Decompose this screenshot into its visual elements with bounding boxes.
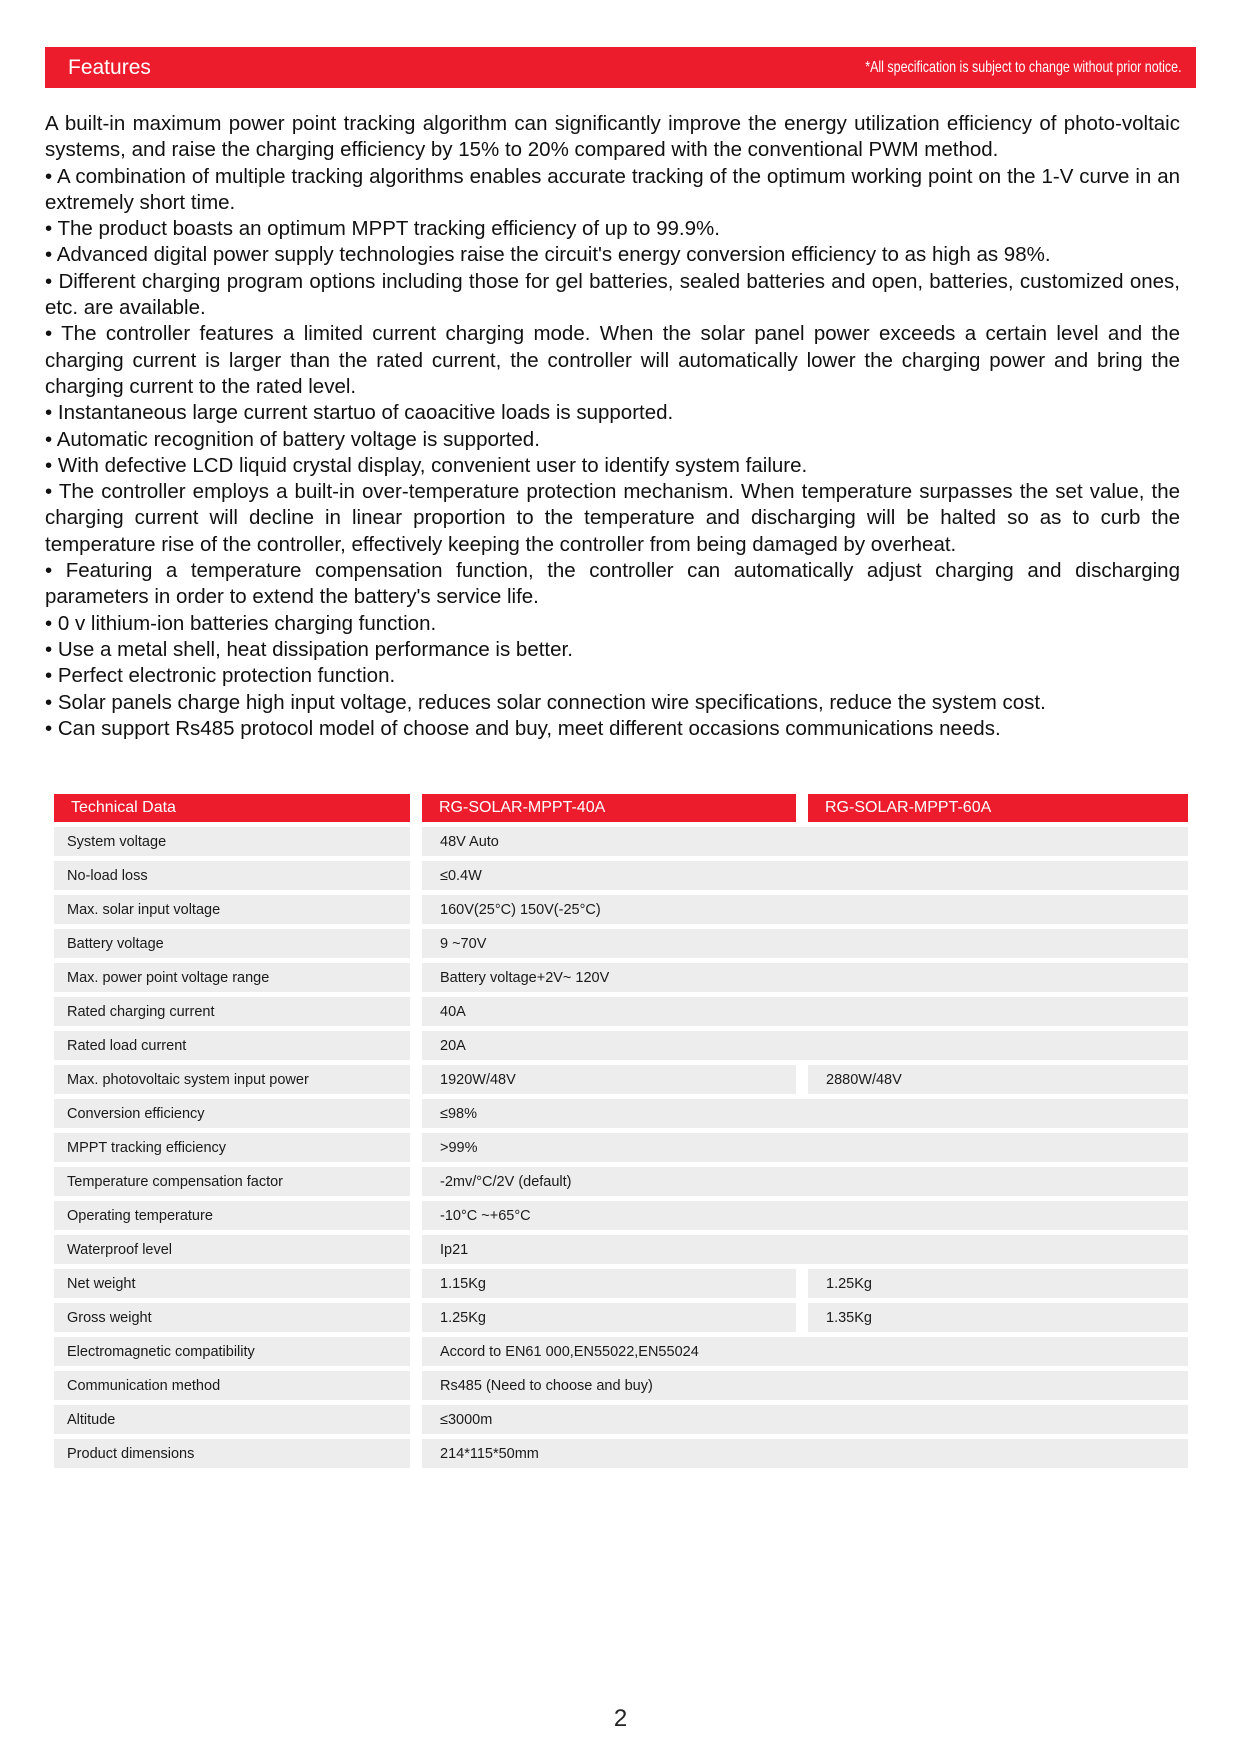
table-row [54, 1405, 1188, 1434]
spec-value-40a: Accord to EN61 000,EN55022,EN55024 [422, 1337, 1188, 1366]
table-row [54, 1133, 1188, 1162]
feature-item: • Advanced digital power supply technologies raise the circuit's energy conversion efficiency to as high as 98%. [45, 243, 1051, 267]
feature-item: • The controller employs a built-in over-temperature protection mechanism. When temperature surpasses the set value, the charging current will decline in linear proportion to the temperature and discharging will be halted so as to curb the temperature rise of the controller, effectively keeping the controller from being damaged by overheat. [45, 480, 1180, 556]
spec-label: Waterproof level [54, 1235, 410, 1264]
spec-label: MPPT tracking efficiency [54, 1133, 410, 1162]
spec-label: Rated load current [54, 1031, 410, 1060]
spec-label: Electromagnetic compatibility [54, 1337, 410, 1366]
spec-value-40a: >99% [422, 1133, 1188, 1162]
table-row [54, 1099, 1188, 1128]
feature-item: • Use a metal shell, heat dissipation performance is better. [45, 637, 573, 661]
spec-value-40a: 9 ~70V [422, 929, 1188, 958]
table-row [54, 1439, 1188, 1468]
table-row [54, 1303, 1188, 1332]
spec-value-40a: 1.15Kg [422, 1269, 796, 1298]
spec-label: Net weight [54, 1269, 410, 1298]
spec-value-40a: -10°C ~+65°C [422, 1201, 1188, 1230]
table-row [54, 1337, 1188, 1366]
feature-item: • The controller features a limited current charging mode. When the solar panel power exceeds a certain level and the charging current is larger than the rated current, the controller will automatically lower the charging power and bring the charging current to the rated level. [45, 322, 1180, 398]
feature-item: • Different charging program options including those for gel batteries, sealed batteries and open, batteries, customized ones, etc. are available. [45, 269, 1180, 320]
banner-disclaimer: *All specification is subject to change without prior notice. [865, 58, 1182, 76]
feature-item: • Featuring a temperature compensation function, the controller can automatically adjust charging and discharging parameters in order to extend the battery's service life. [45, 559, 1180, 609]
spec-label: Product dimensions [54, 1439, 410, 1468]
spec-value-60a: 1.25Kg [808, 1269, 1188, 1298]
feature-item: • Perfect electronic protection function. [45, 664, 396, 688]
spec-label: Communication method [54, 1371, 410, 1400]
spec-value-40a: Battery voltage+2V~ 120V [422, 963, 1188, 992]
features-list [45, 111, 1180, 742]
spec-label: Gross weight [54, 1303, 410, 1332]
table-row [54, 1065, 1188, 1094]
features-banner [45, 47, 1196, 88]
table-row [54, 1269, 1188, 1298]
spec-value-40a: 1.25Kg [422, 1303, 796, 1332]
spec-value-40a: Rs485 (Need to choose and buy) [422, 1371, 1188, 1400]
table-row [54, 1201, 1188, 1230]
spec-label: Max. solar input voltage [54, 895, 410, 924]
spec-value-40a: 160V(25°C) 150V(-25°C) [422, 895, 1188, 924]
table-row [54, 929, 1188, 958]
table-row [54, 963, 1188, 992]
spec-value-40a: ≤0.4W [422, 861, 1188, 890]
table-row [54, 1031, 1188, 1060]
spec-label: Battery voltage [54, 929, 410, 958]
spec-value-40a: 1920W/48V [422, 1065, 796, 1094]
table-header [54, 794, 1188, 822]
page-number: 2 [613, 1705, 628, 1732]
technical-data-table [54, 794, 1188, 1468]
table-row [54, 827, 1188, 856]
spec-label: Max. power point voltage range [54, 963, 410, 992]
table-row [54, 997, 1188, 1026]
table-row [54, 861, 1188, 890]
feature-item: • The product boasts an optimum MPPT tracking efficiency of up to 99.9%. [45, 217, 720, 241]
header-technical-data: Technical Data [54, 794, 410, 822]
spec-value-40a: 20A [422, 1031, 1188, 1060]
table-row [54, 1235, 1188, 1264]
table-row [54, 1371, 1188, 1400]
spec-label: Altitude [54, 1405, 410, 1434]
spec-label: Temperature compensation factor [54, 1167, 410, 1196]
spec-value-40a: ≤3000m [422, 1405, 1188, 1434]
spec-value-40a: 48V Auto [422, 827, 1188, 856]
spec-label: No-load loss [54, 861, 410, 890]
feature-item: • Can support Rs485 protocol model of choose and buy, meet different occasions communications needs. [45, 716, 1001, 740]
spec-value-40a: ≤98% [422, 1099, 1188, 1128]
spec-label: Rated charging current [54, 997, 410, 1026]
feature-item: A built-in maximum power point tracking algorithm can significantly improve the energy utilization efficiency of photo-voltaic systems, and raise the charging efficiency by 15% to 20% compared with the conventional PWM method. [45, 112, 1180, 162]
spec-value-40a: Ip21 [422, 1235, 1188, 1264]
spec-value-40a: 214*115*50mm [422, 1439, 1188, 1468]
spec-label: Max. photovoltaic system input power [54, 1065, 410, 1094]
feature-item: • 0 v lithium-ion batteries charging function. [45, 611, 437, 635]
table-row [54, 895, 1188, 924]
banner-title: Features [68, 55, 151, 79]
feature-item: • Instantaneous large current startuo of caoacitive loads is supported. [45, 401, 674, 425]
spec-value-40a: 40A [422, 997, 1188, 1026]
spec-value-40a: -2mv/°C/2V (default) [422, 1167, 1188, 1196]
feature-item: • Automatic recognition of battery voltage is supported. [45, 427, 540, 451]
feature-item: • With defective LCD liquid crystal display, convenient user to identify system failure. [45, 453, 808, 477]
spec-label: Operating temperature [54, 1201, 410, 1230]
spec-value-60a: 1.35Kg [808, 1303, 1188, 1332]
spec-label: System voltage [54, 827, 410, 856]
feature-item: • A combination of multiple tracking algorithms enables accurate tracking of the optimum working point on the 1-V curve in an extremely short time. [45, 164, 1180, 214]
spec-value-60a: 2880W/48V [808, 1065, 1188, 1094]
table-row [54, 1167, 1188, 1196]
spec-label: Conversion efficiency [54, 1099, 410, 1128]
header-model-40a: RG-SOLAR-MPPT-40A [422, 794, 796, 822]
table-body [54, 827, 1188, 1468]
feature-item: • Solar panels charge high input voltage, reduces solar connection wire specifications, reduce the system cost. [45, 690, 1046, 714]
header-model-60a: RG-SOLAR-MPPT-60A [808, 794, 1188, 822]
